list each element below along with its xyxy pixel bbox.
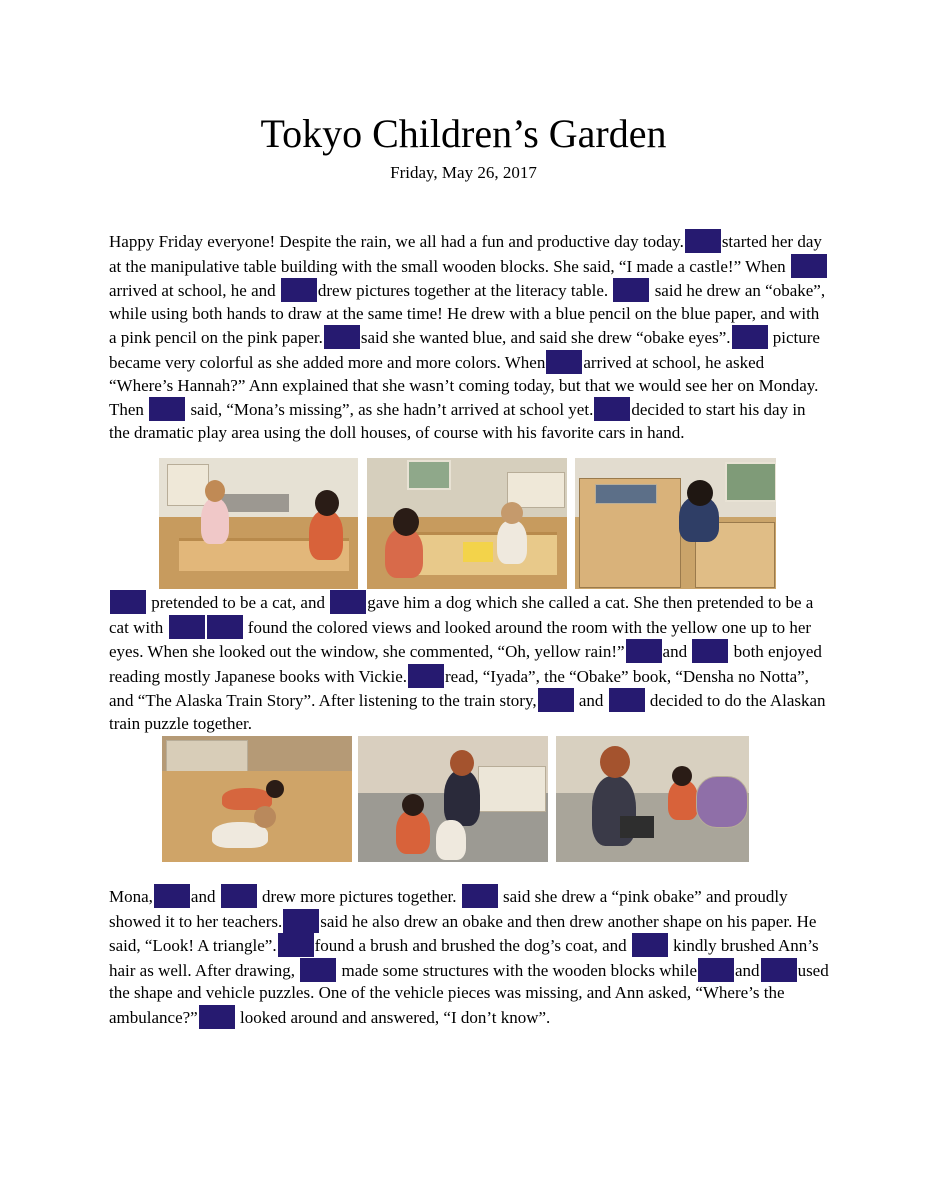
redaction-box	[169, 615, 205, 639]
text-run: made some structures with the wooden blocks while	[341, 960, 698, 980]
photo-shelf	[167, 464, 209, 506]
photo-child	[436, 820, 466, 860]
photo-puzzle-board	[620, 816, 654, 838]
text-run: said she drew a “pink obake” and proudly showed it to her teachers.	[109, 887, 788, 931]
redaction-box	[538, 688, 574, 712]
text-run: read, “Iyada”, the “Obake” book, “Densha no Notta”, and “The Alaska Train Story”. After listening to the train story,	[109, 666, 809, 711]
photo-doll-house-roof	[595, 484, 657, 504]
text-run: said he drew an “obake”, while using both hands to draw at the same time! He drew with a blue pencil on the blue paper, and with a pink pencil on the pink paper.	[109, 281, 826, 348]
text-run: gave him a dog which she called a cat. She then pretended to be a cat with	[109, 593, 814, 637]
redaction-box	[613, 278, 649, 302]
text-run: kindly brushed Ann’s hair as well. After drawing,	[109, 936, 819, 980]
photo-child-head	[315, 490, 339, 516]
redaction-box	[462, 884, 498, 908]
photo-child-head	[687, 480, 713, 506]
text-run: pretended to be a cat, and	[151, 593, 325, 612]
text-run: started her day at the manipulative table building with the small wooden blocks. She said, “I made a castle!” When	[109, 232, 822, 276]
text-run: looked around and answered, “I don’t know”.	[239, 1007, 551, 1027]
redaction-box	[300, 958, 336, 982]
photo-child	[497, 520, 527, 564]
redaction-box	[761, 958, 797, 982]
photo-puzzle	[556, 736, 749, 862]
text-run: found a brush and brushed the dog’s coat, and	[314, 936, 627, 956]
text-run: and	[190, 887, 216, 906]
photo-child-head	[254, 806, 276, 828]
photo-cushion	[696, 776, 748, 828]
text-run: arrived at school, he and	[109, 281, 276, 301]
text-run: and	[578, 691, 604, 711]
page-title: Tokyo Children’s Garden	[260, 111, 667, 156]
text-run: arrived at school, he asked “Where’s Hannah?” Ann explained that she wasn’t coming today, but that we would see her on Monday. Then	[109, 352, 819, 420]
redaction-box	[207, 615, 243, 639]
paragraph-2	[109, 590, 829, 736]
redaction-box	[154, 884, 190, 908]
redaction-box	[278, 933, 314, 957]
text-run: decided to start his day in the dramatic play area using the doll houses, of course with his favorite cars in hand.	[109, 400, 806, 442]
text-run: decided to do the Alaskan train puzzle together.	[109, 691, 826, 733]
text-run: Happy Friday everyone! Despite the rain, we all had a fun and productive day today.	[109, 232, 684, 251]
redaction-box	[199, 1005, 235, 1029]
text-run: found the colored views and looked around the room with the yellow one up to her eyes. When she looked out the window, she commented, “Oh, yellow rain!”	[109, 617, 812, 662]
redaction-box	[698, 958, 734, 982]
photo-child	[309, 510, 343, 560]
photo-drawing-table	[367, 458, 567, 589]
redaction-box	[692, 639, 728, 663]
paragraph-3	[109, 884, 829, 1030]
text-run: drew pictures together at the literacy table.	[317, 281, 609, 301]
photo-doll-house	[575, 458, 776, 589]
paragraph-1	[109, 229, 829, 444]
page-date: Friday, May 26, 2017	[390, 163, 537, 182]
redaction-box	[632, 933, 668, 957]
redaction-box	[594, 397, 630, 421]
text-run: both enjoyed reading mostly Japanese books with Vickie.	[109, 642, 822, 686]
redaction-box	[149, 397, 185, 421]
redaction-box	[324, 325, 360, 349]
text-run: said she wanted blue, and said she drew “obake eyes”.	[360, 328, 731, 348]
redaction-box	[609, 688, 645, 712]
photo-child-head	[672, 766, 692, 786]
text-run: and	[735, 960, 760, 980]
text-run: said he also drew an obake and then drew another shape on his paper. He said, “Look! A triangle”.	[109, 911, 817, 956]
photo-reading	[358, 736, 548, 862]
photo-child-head	[402, 794, 424, 816]
redaction-box	[408, 664, 444, 688]
redaction-box	[791, 254, 827, 278]
text-run: picture became very colorful as she added more and more colors. When	[109, 328, 820, 372]
text-run: drew more pictures together.	[261, 887, 457, 906]
photo-window	[725, 462, 776, 502]
photo-rug	[219, 494, 289, 512]
photo-teacher-head	[600, 746, 630, 778]
photo-child-head	[266, 780, 284, 798]
redaction-box	[546, 350, 582, 374]
redaction-box	[283, 909, 319, 933]
photo-child	[396, 810, 430, 854]
photo-teacher	[444, 770, 480, 826]
redaction-box	[732, 325, 768, 349]
photo-child	[201, 498, 229, 544]
redaction-box	[110, 590, 146, 614]
text-run: and	[662, 642, 688, 662]
photo-cat-play	[162, 736, 352, 862]
text-run: Mona,	[109, 887, 153, 906]
photo-child-head	[501, 502, 523, 524]
photo-window	[407, 460, 451, 490]
text-run: said, “Mona’s missing”, as she hadn’t arrived at school yet.	[190, 400, 594, 420]
redaction-box	[626, 639, 662, 663]
photo-block-table	[159, 458, 358, 589]
photo-radiator	[166, 740, 248, 772]
photo-child-head	[205, 480, 225, 502]
photo-child	[668, 780, 698, 820]
photo-paper	[463, 542, 493, 562]
photo-child-head	[393, 508, 419, 536]
redaction-box	[221, 884, 257, 908]
redaction-box	[685, 229, 721, 253]
photo-sofa	[478, 766, 546, 812]
redaction-box	[330, 590, 366, 614]
redaction-box	[281, 278, 317, 302]
photo-teacher-head	[450, 750, 474, 776]
text-run: used the shape and vehicle puzzles. One of the vehicle pieces was missing, and Ann asked, “Where’s the ambulance?”	[109, 960, 829, 1027]
